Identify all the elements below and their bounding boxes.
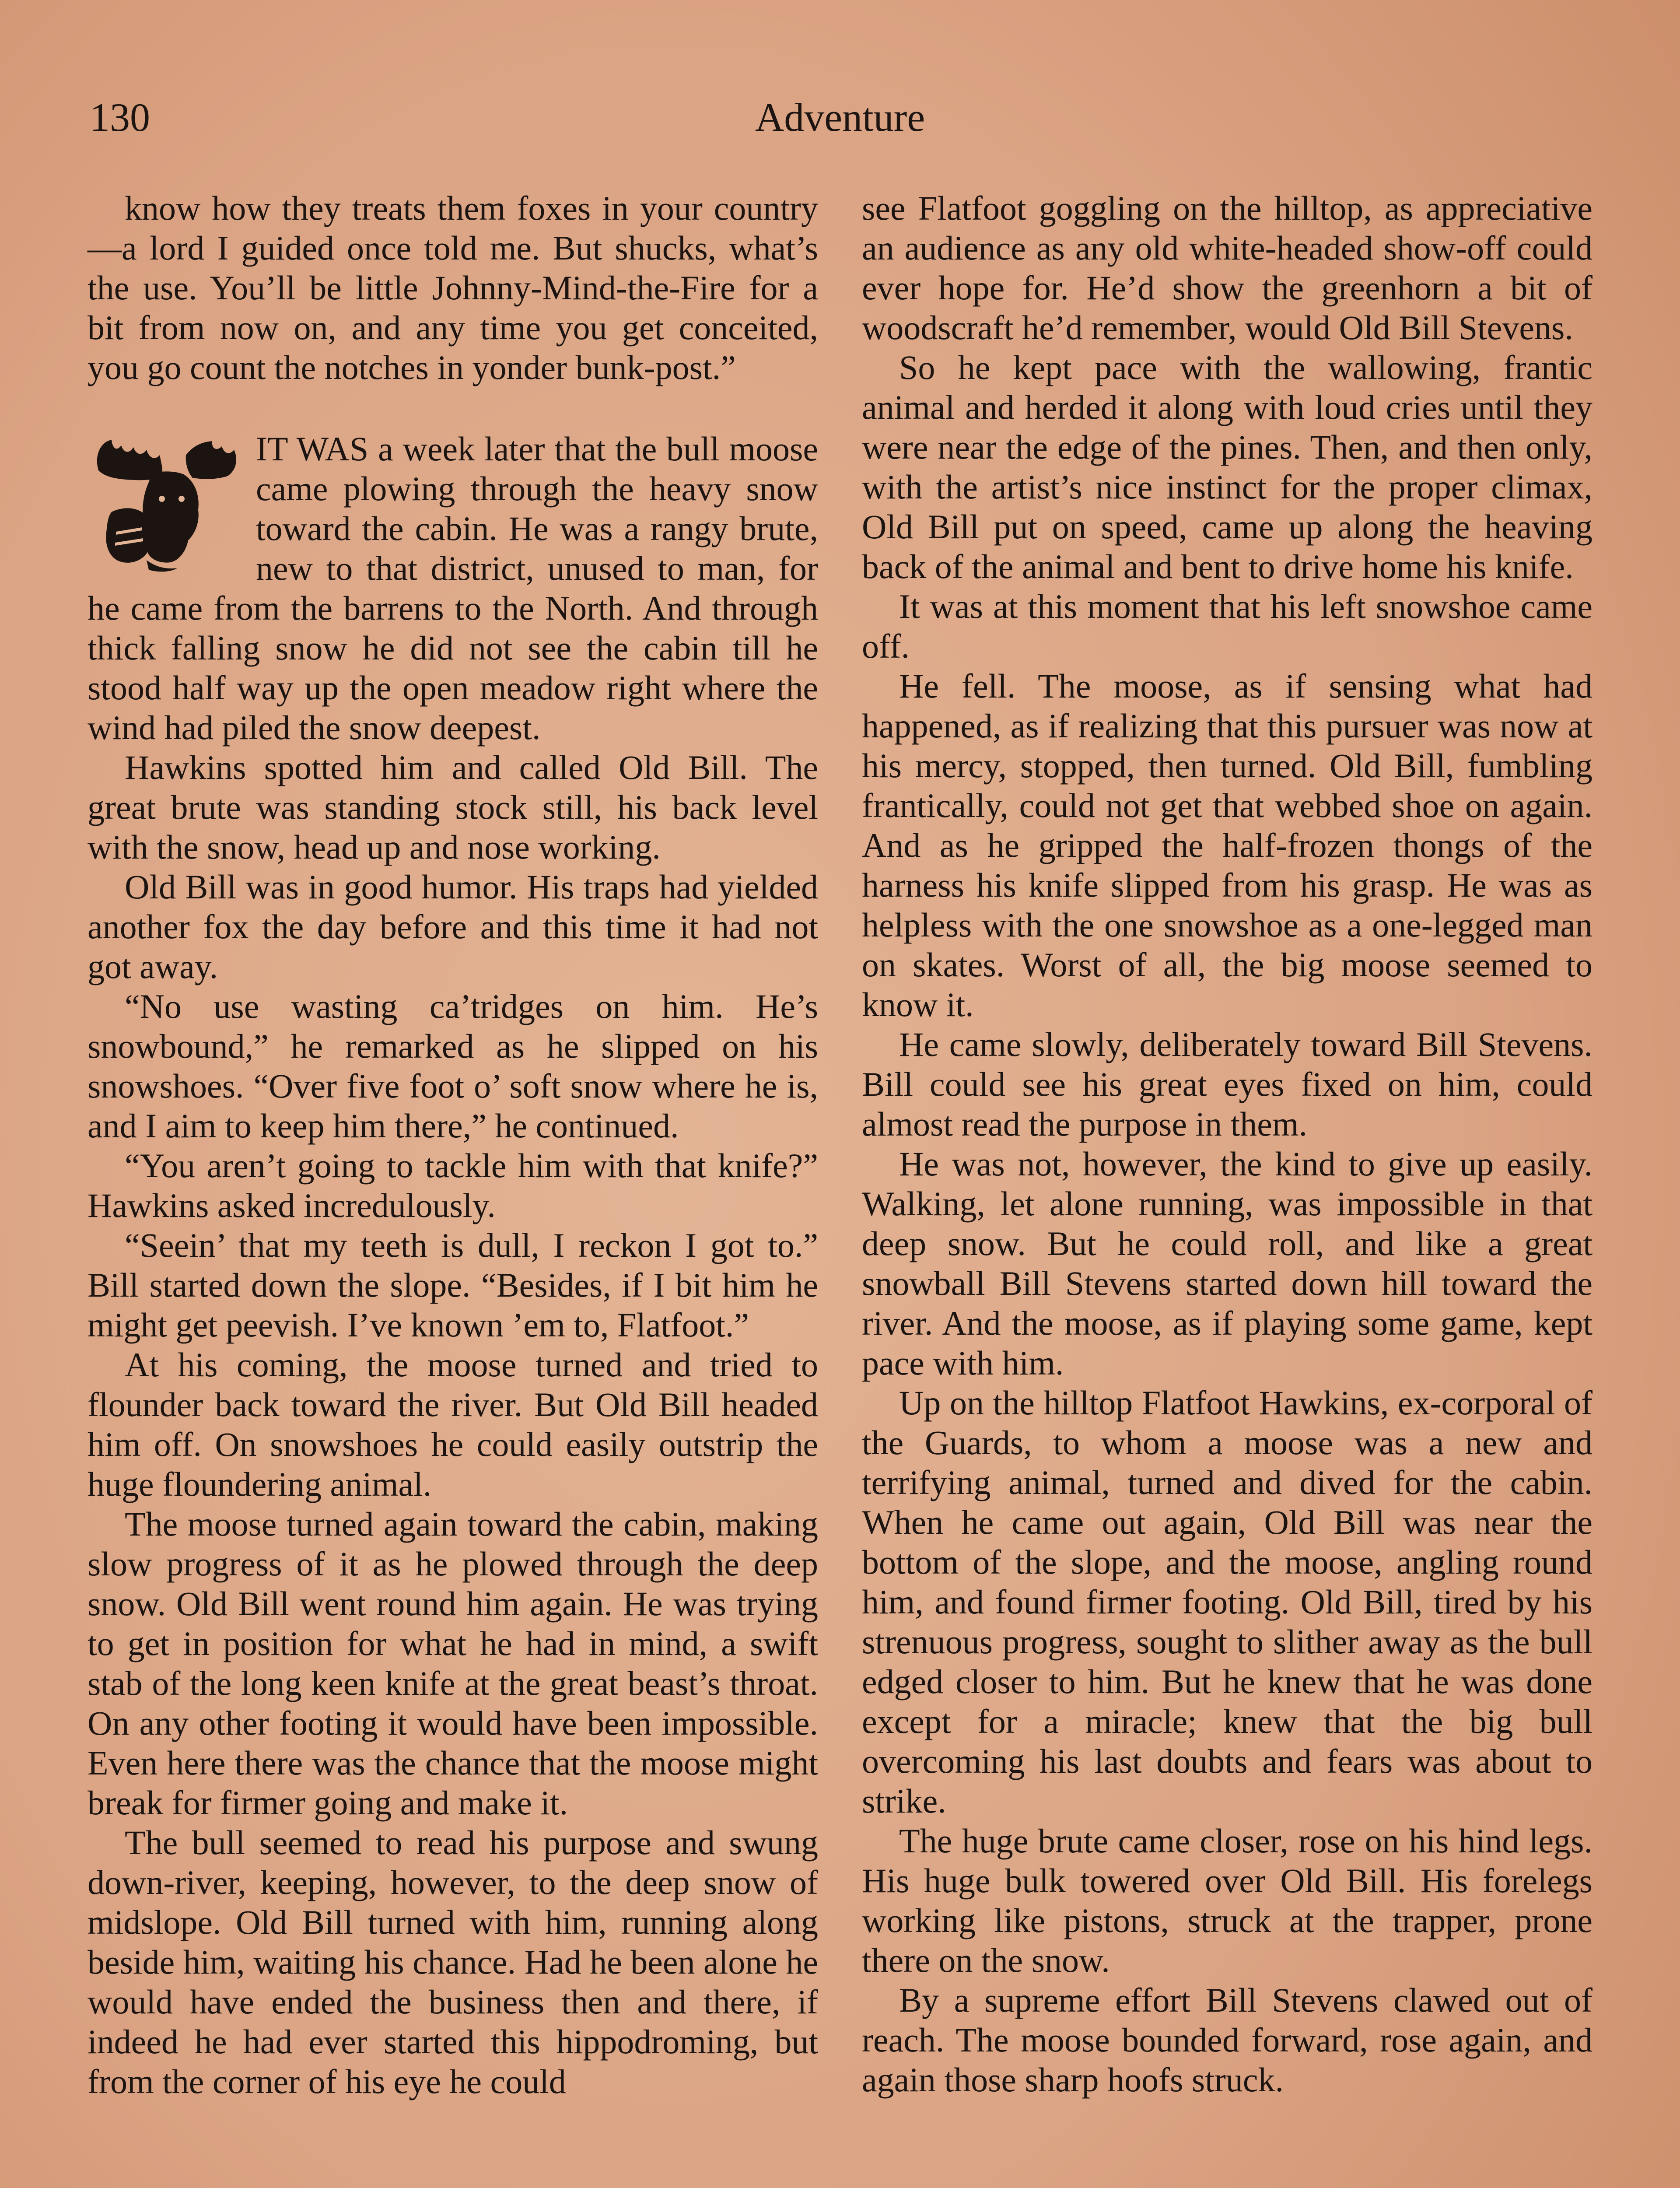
paragraph: Hawkins spotted him and called Old Bill. The great brute was standing stock still, his back level with the snow, head up and nose working. — [88, 748, 818, 866]
paragraph: He was not, however, the kind to give up easily. Walking, let alone running, was impossible in that deep snow. But he could roll, and like a great snowball Bill Stevens started down hill toward the river. And the moose, as if playing some game, kept pace with him. — [862, 1145, 1592, 1382]
paragraph: The moose turned again toward the cabin, making slow progress of it as he plowed through the deep snow. Old Bill went round him again. He was trying to get in position for what he had in mind, a swift stab of the long keen knife at the great beast’s throat. On any other footing it would have been impossible. Even here there was the chance that the moose might break for firmer going and make it. — [88, 1505, 818, 1822]
paragraph: see Flatfoot goggling on the hilltop, as appreciative an audience as any old white-headed show-off could ever hope for. He’d show the greenhorn a bit of woodscraft he’d remember, would Old Bill Stevens. — [862, 189, 1592, 347]
paragraph: know how they treats them foxes in your country—a lord I guided once told me. But shucks, what’s the use. You’ll be little Johnny-Mind-the-Fire for a bit from now on, and any time you get conceited, you go count the notches in yonder bunk-post.” — [88, 189, 818, 386]
section-opening-paragraph: IT WAS a week later that the bull moose came plowing through the heavy snow toward the cabin. He was a rangy brute, new to that district, unused to man, for he came from the barrens to the North. And through thick falling snow he did not see the cabin till he stood half way up the open meadow right where the wind had piled the snow deepest. — [88, 429, 818, 747]
paragraph: He fell. The moose, as if sensing what had happened, as if realizing that this pursuer was now at his mercy, stopped, then turned. Old Bill, fumbling frantically, could not get that webbed shoe on again. And as he gripped the half-frozen thongs of the harness his knife slipped from his grasp. He was as helpless with the one snowshoe as a one-legged man on skates. Worst of all, the big moose seemed to know it. — [862, 667, 1592, 1024]
paragraph: Up on the hilltop Flatfoot Hawkins, ex-corporal of the Guards, to whom a moose was a new and terrifying animal, turned and dived for the cabin. When he came out again, Old Bill was near the bottom of the slope, and the moose, angling round him, and found firmer footing. Old Bill, tired by his strenuous progress, sought to slither away as the bull edged closer to him. But he knew that he was done except for a miracle; knew that the big bull overcoming his last doubts and fears was about to strike. — [862, 1384, 1592, 1820]
paragraph: It was at this moment that his left snowshoe came off. — [862, 587, 1592, 665]
paragraph: The bull seemed to read his purpose and swung down-river, keeping, however, to the deep snow of midslope. Old Bill turned with him, running along beside him, waiting his chance. Had he been alone he would have ended the business then and there, if indeed he had ever started this hippodroming, but from the corner of his eye he could — [88, 1823, 818, 2100]
paragraph: The huge brute came closer, rose on his hind legs. His huge bulk towered over Old Bill. His forelegs working like pistons, struck at the trapper, prone there on the snow. — [862, 1822, 1592, 1979]
paragraph: “No use wasting ca’tridges on him. He’s snowbound,” he remarked as he slipped on his snowshoes. “Over five foot o’ soft snow where he is, and I aim to keep him there,” he continued. — [88, 987, 818, 1145]
paragraph: “You aren’t going to tackle him with that knife?” Hawkins asked incredulously. — [88, 1147, 818, 1224]
left-column — [88, 188, 818, 2101]
paragraph: Old Bill was in good humor. His traps had yielded another fox the day before and this time it had not got away. — [88, 868, 818, 985]
paragraph: So he kept pace with the wallowing, frantic animal and herded it along with loud cries until they were near the edge of the pines. Then, and then only, with the artist’s nice instinct for the proper climax, Old Bill put on speed, came up along the heaving back of the animal and bent to drive home his knife. — [862, 348, 1592, 586]
right-column — [862, 188, 1592, 2100]
paragraph: By a supreme effort Bill Stevens clawed out of reach. The moose bounded forward, rose again, and again those sharp hoofs struck. — [862, 1981, 1592, 2099]
page-number: 130 — [90, 95, 150, 140]
paragraph: He came slowly, deliberately toward Bill Stevens. Bill could see his great eyes fixed on him, could almost read the purpose in them. — [862, 1025, 1592, 1143]
paragraph: At his coming, the moose turned and tried to flounder back toward the river. But Old Bill headed him off. On snowshoes he could easily outstrip the huge floundering animal. — [88, 1346, 818, 1503]
moose-head-icon — [85, 429, 247, 573]
running-head: Adventure — [755, 95, 925, 140]
paragraph: “Seein’ that my teeth is dull, I reckon I got to.” Bill started down the slope. “Besides, if I bit him he might get peevish. I’ve known ’em to, Flatfoot.” — [88, 1226, 818, 1344]
